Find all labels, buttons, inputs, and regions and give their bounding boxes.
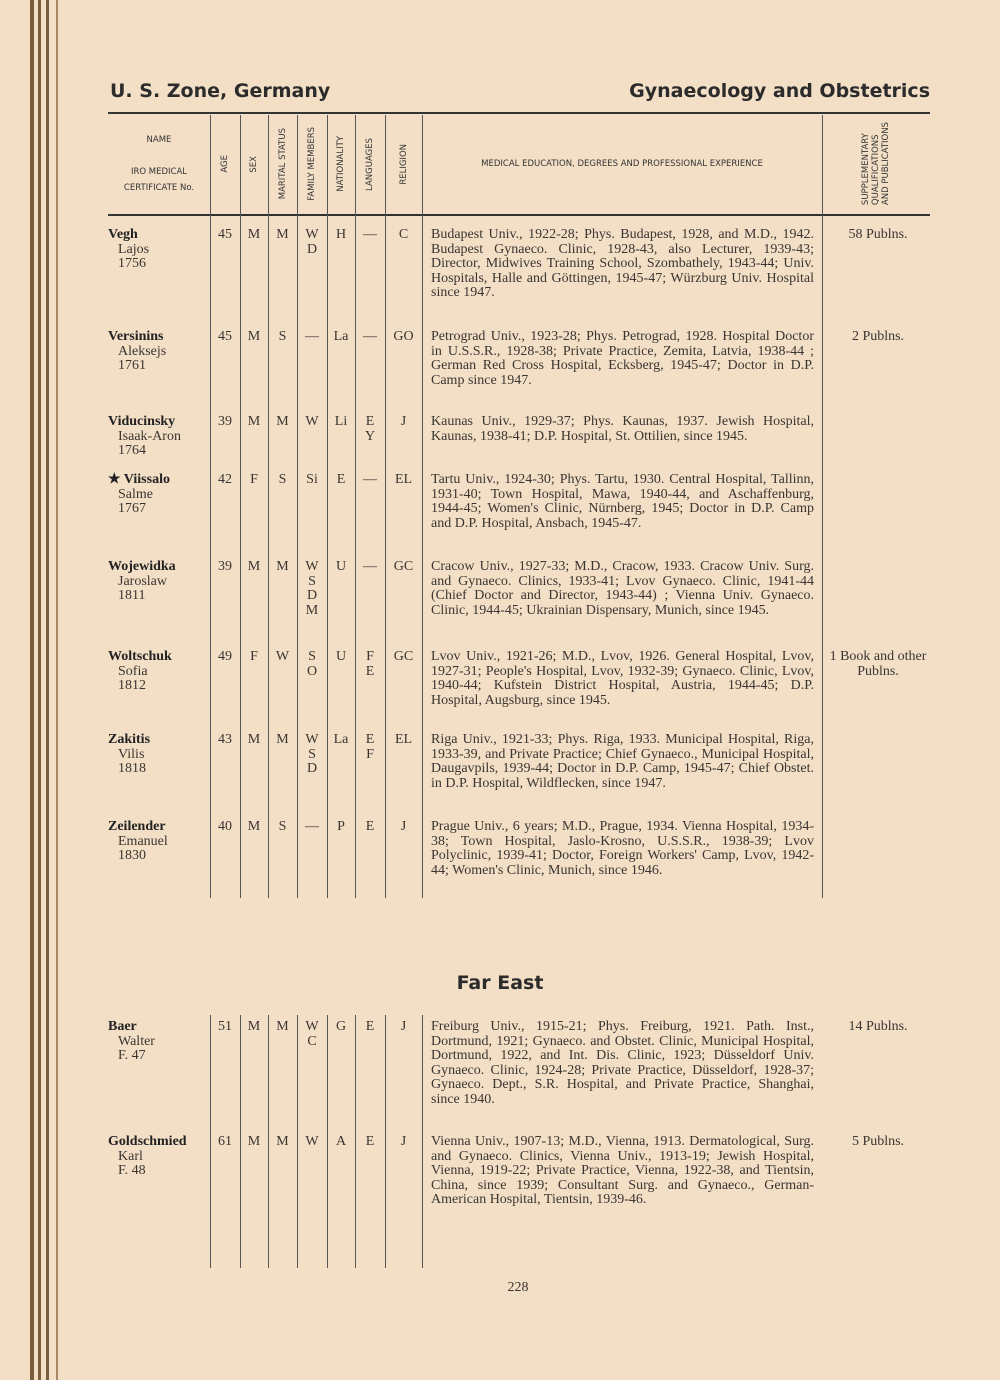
family-cell: W S D M: [305, 559, 319, 618]
age-cell: 39: [218, 414, 232, 429]
given-name: Aleksejs: [118, 343, 167, 359]
marital-cell: M: [276, 227, 289, 242]
header-bottom-rule: [108, 214, 930, 216]
column-header-family-members: FAMILY MEMBERS: [307, 127, 317, 201]
column-header-supplementary: SUPPLEMENTARY QUALIFICATIONS AND PUBLICATIONS: [861, 122, 891, 206]
column-header-age: AGE: [220, 155, 230, 173]
family-cell: S O: [306, 649, 318, 679]
family-cell: W: [305, 414, 319, 429]
sex-cell: M: [247, 1019, 261, 1034]
languages-cell: E: [365, 1134, 375, 1149]
education-cell: Budapest Univ., 1922-28; Phys. Budapest, 1928, and M.D., 1942. Budapest Gynaeco. Clinic, 1928-43, also Lecturer, 1939-43; Director, Midwives Training School, Szombathely, 1943-44; Univ. Hospitals, Halle and Göttingen, 1945-47; Würzburg Univ. Hospital since 1947.: [431, 227, 814, 300]
education-cell: Tartu Univ., 1924-30; Phys. Tartu, 1930. Central Hospital, Tallinn, 1931-40; Town Hospital, Mawa, 1940-44, and Aschaffenburg, 1944-45; Women's Clinic, Nürnberg, 1945; Doctor in D.P. Camp and D.P. Hospital, Ansbach, 1945-47.: [431, 472, 814, 531]
page-edge: [46, 0, 49, 1380]
education-cell: Vienna Univ., 1907-13; M.D., Vienna, 1913. Dermatological, Surg. and Gynaeco. Clinics, Vienna Univ., 1913-19; Jewish Hospital, Vienna, 1919-22; Private Practice, Vienna, 1922-38, and Tientsin, China, since 1939; Consultant Surg. and Gynaeco., German-American Hospital, Tientsin, 1939-46.: [431, 1134, 814, 1207]
given-name: Sofia: [118, 663, 148, 679]
certificate-number: 1812: [118, 678, 146, 693]
supplementary-cell: 14 Publns.: [848, 1019, 908, 1034]
languages-cell: E Y: [364, 414, 376, 444]
column-header-sex: SEX: [249, 155, 259, 173]
nationality-cell: La: [333, 732, 349, 747]
surname: Wojewidka: [108, 559, 176, 574]
surname: Zeilender: [108, 819, 166, 834]
name-cell: [108, 1020, 210, 1064]
sex-cell: F: [250, 649, 258, 664]
sex-cell: F: [250, 472, 258, 487]
sex-cell: M: [247, 1134, 261, 1149]
nationality-cell: U: [335, 559, 347, 574]
header-top-rule: [108, 112, 930, 114]
sex-cell: M: [247, 819, 261, 834]
section-heading-far-east: Far East: [456, 972, 544, 994]
languages-cell: F E: [365, 649, 375, 679]
column-divider: [422, 115, 423, 898]
column-header-marital-status: MARITAL STATUS: [277, 128, 288, 200]
certificate-number: F. 47: [118, 1048, 146, 1063]
surname: Zakitis: [108, 732, 151, 747]
family-cell: W C: [305, 1019, 319, 1049]
age-cell: 61: [218, 1134, 232, 1149]
marital-cell: M: [276, 732, 289, 747]
marital-cell: S: [278, 819, 287, 834]
supplementary-cell: 2 Publns.: [851, 329, 905, 344]
name-cell: [108, 820, 210, 864]
religion-cell: GC: [393, 559, 414, 574]
education-cell: Cracow Univ., 1927-33; M.D., Cracow, 1933. Cracow Univ. Surg. and Gynaeco. Clinics, 1933-41; Lvov Gynaeco. Clinic, 1941-44 (Chief Doctor and Director, 1943-44) ; Vienna Univ. Gynaeco. Clinic, 1944-45; Ukrainian Dispensary, Munich, since 1945.: [431, 559, 814, 618]
marital-cell: M: [276, 1134, 289, 1149]
sex-cell: M: [247, 414, 261, 429]
surname: ★ Viissalo: [108, 472, 170, 487]
marital-cell: M: [276, 559, 289, 574]
supplementary-cell: 1 Book and other Publns.: [829, 649, 927, 679]
certificate-number: 1818: [118, 761, 146, 776]
religion-cell: J: [400, 819, 407, 834]
family-cell: W S D: [305, 732, 319, 776]
religion-cell: C: [398, 227, 409, 242]
column-divider: [822, 115, 823, 898]
column-divider: [422, 1015, 423, 1268]
running-header-left: U. S. Zone, Germany: [110, 80, 331, 102]
religion-cell: J: [400, 1134, 407, 1149]
religion-cell: EL: [394, 472, 413, 487]
name-cell: [108, 473, 210, 517]
languages-cell: —: [363, 559, 377, 574]
age-cell: 42: [218, 472, 232, 487]
page-edge: [30, 0, 34, 1380]
sex-cell: M: [247, 329, 261, 344]
languages-cell: —: [363, 227, 377, 242]
certificate-number: 1756: [118, 256, 146, 271]
name-cell: [108, 330, 210, 374]
certificate-number: 1764: [118, 443, 146, 458]
marital-cell: M: [276, 1019, 289, 1034]
nationality-cell: U: [335, 649, 347, 664]
sex-cell: M: [247, 732, 261, 747]
education-cell: Freiburg Univ., 1915-21; Phys. Freiburg, 1921. Path. Inst., Dortmund, 1921; Gynaeco. and Obstet. Clinic, Municipal Hospital, Dortmund, 1922, and Int. Dis. Clinic, 1923; Düsseldorf Univ. Gynaeco. Clinic, 1924-28; Private Practice, Düsseldorf, 1928-37; Gynaeco. Dept., S.R. Hospital, and Private Practice, Shanghai, since 1940.: [431, 1019, 814, 1107]
certificate-number: 1761: [118, 358, 146, 373]
running-header-right: Gynaecology and Obstetrics: [629, 80, 930, 102]
sex-cell: M: [247, 559, 261, 574]
religion-cell: GC: [393, 649, 414, 664]
given-name: Vilis: [118, 746, 145, 762]
column-header-religion: RELIGION: [398, 143, 409, 185]
education-cell: Riga Univ., 1921-33; Phys. Riga, 1933. Municipal Hospital, Riga, 1933-39, and Private Practice; Chief Gynaeco., Municipal Hospital, Daugavpils, 1939-44; Doctor in D.P. Camp, 1945-47; Chief Obstet. in D.P. Hospital, Wildflecken, since 1947.: [431, 732, 814, 791]
page-edge: [56, 0, 58, 1380]
name-cell: [108, 733, 210, 777]
surname: Vegh: [108, 227, 138, 242]
age-cell: 45: [218, 227, 232, 242]
education-cell: Lvov Univ., 1921-26; M.D., Lvov, 1926. General Hospital, Lvov, 1927-31; People's Hospital, Lvov, 1932-39; Gynaeco. Clinic, Lvov, 1940-44; Kufstein District Hospital, Austria, 1944-45; D.P. Hospital, Augsburg, since 1945.: [431, 649, 814, 708]
name-cell: [108, 560, 210, 604]
marital-cell: M: [276, 414, 289, 429]
family-cell: W: [305, 1134, 319, 1149]
marital-cell: W: [275, 649, 290, 664]
age-cell: 49: [218, 649, 232, 664]
given-name: Emanuel: [118, 833, 168, 849]
languages-cell: —: [363, 329, 377, 344]
education-cell: Petrograd Univ., 1923-28; Phys. Petrograd, 1928. Hospital Doctor in U.S.S.R., 1928-38; Private Practice, Zemita, Latvia, 1938-44 ; German Red Cross Hospital, Ecksberg, 1945-47; Doctor in D.P. Camp since 1947.: [431, 329, 814, 388]
supplementary-cell: 58 Publns.: [848, 227, 908, 242]
age-cell: 51: [218, 1019, 232, 1034]
surname: Baer: [108, 1019, 137, 1034]
nationality-cell: A: [335, 1134, 347, 1149]
languages-cell: E: [365, 819, 375, 834]
education-cell: Prague Univ., 6 years; M.D., Prague, 1934. Vienna Hospital, 1934-38; Town Hospital, Jaslo-Krosno, U.S.S.R., 1938-39; Lvov Polyclinic, 1939-41; Doctor, Foreign Workers' Camp, Lvov, 1942-44; Women's Clinic, Munich, since 1946.: [431, 819, 814, 878]
marital-cell: S: [278, 329, 287, 344]
name-cell: [108, 650, 210, 694]
page-number: 228: [507, 1280, 529, 1295]
given-name: Walter: [118, 1033, 155, 1049]
religion-cell: J: [400, 1019, 407, 1034]
nationality-cell: P: [337, 819, 345, 834]
family-cell: —: [305, 329, 319, 344]
religion-cell: J: [400, 414, 407, 429]
family-cell: —: [305, 819, 319, 834]
nationality-cell: Li: [334, 414, 348, 429]
nationality-cell: H: [335, 227, 347, 242]
nationality-cell: G: [335, 1019, 347, 1034]
religion-cell: EL: [394, 732, 413, 747]
given-name: Isaak-Aron: [118, 428, 181, 444]
name-cell: [108, 228, 210, 272]
surname: Woltschuk: [108, 649, 172, 664]
age-cell: 45: [218, 329, 232, 344]
column-header-languages: LANGUAGES: [365, 137, 375, 191]
column-header-education: MEDICAL EDUCATION, DEGREES AND PROFESSIONAL EXPERIENCE: [481, 159, 763, 169]
certificate-number: F. 48: [118, 1163, 146, 1178]
marital-cell: S: [278, 472, 287, 487]
languages-cell: —: [363, 472, 377, 487]
nationality-cell: La: [333, 329, 349, 344]
certificate-number: 1811: [118, 588, 146, 603]
sex-cell: M: [247, 227, 261, 242]
supplementary-cell: 5 Publns.: [851, 1134, 905, 1149]
family-cell: W D: [305, 227, 319, 257]
given-name: Jaroslaw: [118, 573, 167, 589]
certificate-number: 1830: [118, 848, 146, 863]
nationality-cell: E: [336, 472, 346, 487]
name-cell: [108, 415, 210, 459]
given-name: Salme: [118, 486, 153, 502]
languages-cell: E: [365, 1019, 375, 1034]
surname: Viducinsky: [108, 414, 176, 429]
name-cell: [108, 1135, 210, 1179]
column-header-name: NAME IRO MEDICAL CERTIFICATE No.: [123, 135, 195, 193]
languages-cell: E F: [365, 732, 375, 762]
column-header-nationality: NATIONALITY: [336, 136, 346, 192]
given-name: Lajos: [118, 241, 150, 257]
certificate-number: 1767: [118, 501, 146, 516]
religion-cell: GO: [393, 329, 414, 344]
family-cell: Si: [306, 472, 318, 487]
given-name: Karl: [118, 1148, 143, 1164]
surname: Goldschmied: [108, 1134, 187, 1149]
surname: Versinins: [108, 329, 164, 344]
age-cell: 40: [218, 819, 232, 834]
education-cell: Kaunas Univ., 1929-37; Phys. Kaunas, 1937. Jewish Hospital, Kaunas, 1938-41; D.P. Hospital, St. Ottilien, since 1945.: [431, 414, 814, 444]
age-cell: 43: [218, 732, 232, 747]
page-edge: [38, 0, 41, 1380]
age-cell: 39: [218, 559, 232, 574]
